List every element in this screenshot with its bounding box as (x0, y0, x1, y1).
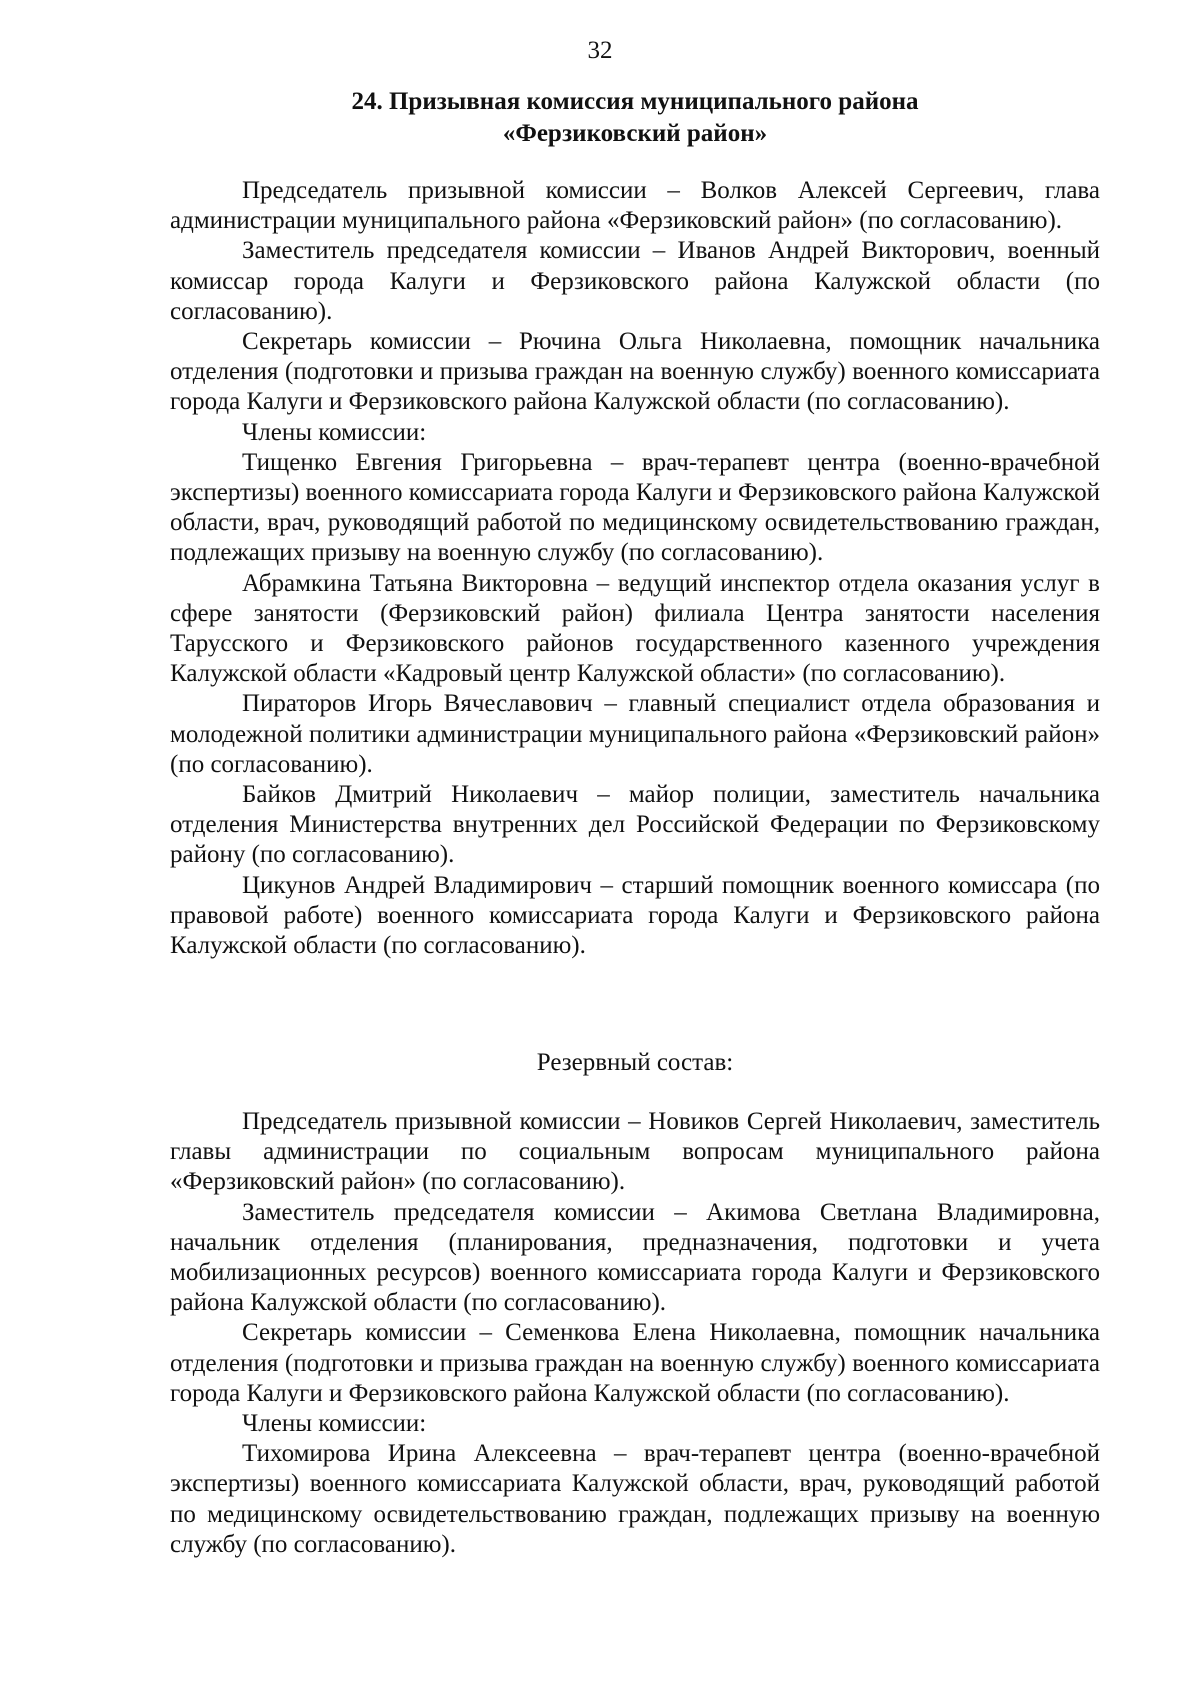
paragraph-member: Тищенко Евгения Григорьевна – врач-терапевт центра (военно-врачебной экспертизы) военного комиссариата города Калуги и Ферзиковского района Калужской области, врач, руководящий работой по медицинскому освидетельствованию граждан, подлежащих призыву на военную службу (по согласованию). (170, 448, 1100, 567)
reserve-heading: Резервный состав: (536, 1049, 734, 1076)
reserve-composition (170, 1107, 1100, 1560)
paragraph-deputy-chairman: Заместитель председателя комиссии – Иванов Андрей Викторович, военный комиссар города Калуги и Ферзиковского района Калужской области (по согласованию). (170, 237, 1100, 325)
paragraph-member: Пираторов Игорь Вячеславович – главный специалист отдела образования и молодежной политики администрации муниципального района «Ферзиковский район» (по согласованию). (170, 690, 1100, 778)
paragraph-member: Байков Дмитрий Николаевич – майор полиции, заместитель начальника отделения Министерства внутренних дел Российской Федерации по Ферзиковскому району (по согласованию). (170, 781, 1100, 869)
page-number: 32 (587, 37, 613, 64)
paragraph-chairman: Председатель призывной комиссии – Волков Алексей Сергеевич, глава администрации муниципального района «Ферзиковский район» (по согласованию). (170, 177, 1100, 235)
section-title-line-1: 24. Призывная комиссия муниципального района (351, 88, 919, 115)
paragraph-reserve-members-heading: Члены комиссии: (242, 1410, 427, 1438)
paragraph-member: Абрамкина Татьяна Викторовна – ведущий инспектор отдела оказания услуг в сфере занятости (Ферзиковский район) филиала Центра занятости населения Тарусского и Ферзиковского районов государственного казенного учреждения Калужской области «Кадровый центр Калужской области» (по согласованию). (170, 569, 1100, 688)
paragraph-members-heading: Члены комиссии: (242, 418, 427, 446)
paragraph-reserve-chairman: Председатель призывной комиссии – Новиков Сергей Николаевич, заместитель главы администрации по социальным вопросам муниципального района «Ферзиковский район» (по согласованию). (170, 1108, 1100, 1196)
section-title-line-2: «Ферзиковский район» (502, 120, 768, 147)
paragraph-reserve-member: Тихомирова Ирина Алексеевна – врач-терапевт центра (военно-врачебной экспертизы) военного комиссариата Калужской области, врач, руководящий работой по медицинскому освидетельствованию граждан, подлежащих призыву на военную службу (по согласованию). (170, 1440, 1100, 1558)
paragraph-reserve-secretary: Секретарь комиссии – Семенкова Елена Николаевна, помощник начальника отделения (подготовки и призыва граждан на военную службу) военного комиссариата города Калуги и Ферзиковского района Калужской области (по согласованию). (170, 1319, 1100, 1407)
paragraph-member: Цикунов Андрей Владимирович – старший помощник военного комиссара (по правовой работе) военного комиссариата города Калуги и Ферзиковского района Калужской области (по согласованию). (170, 871, 1100, 960)
section-title (170, 86, 1100, 150)
paragraph-secretary: Секретарь комиссии – Рючина Ольга Николаевна, помощник начальника отделения (подготовки и призыва граждан на военную службу) военного комиссариата города Калуги и Ферзиковского района Калужской области (по согласованию). (170, 328, 1100, 416)
main-composition (170, 176, 1100, 961)
paragraph-reserve-deputy-chairman: Заместитель председателя комиссии – Акимова Светлана Владимировна, начальник отделения (планирования, предназначения, подготовки и учета мобилизационных ресурсов) военного комиссариата города Калуги и Ферзиковского района Калужской области (по согласованию). (170, 1198, 1100, 1317)
